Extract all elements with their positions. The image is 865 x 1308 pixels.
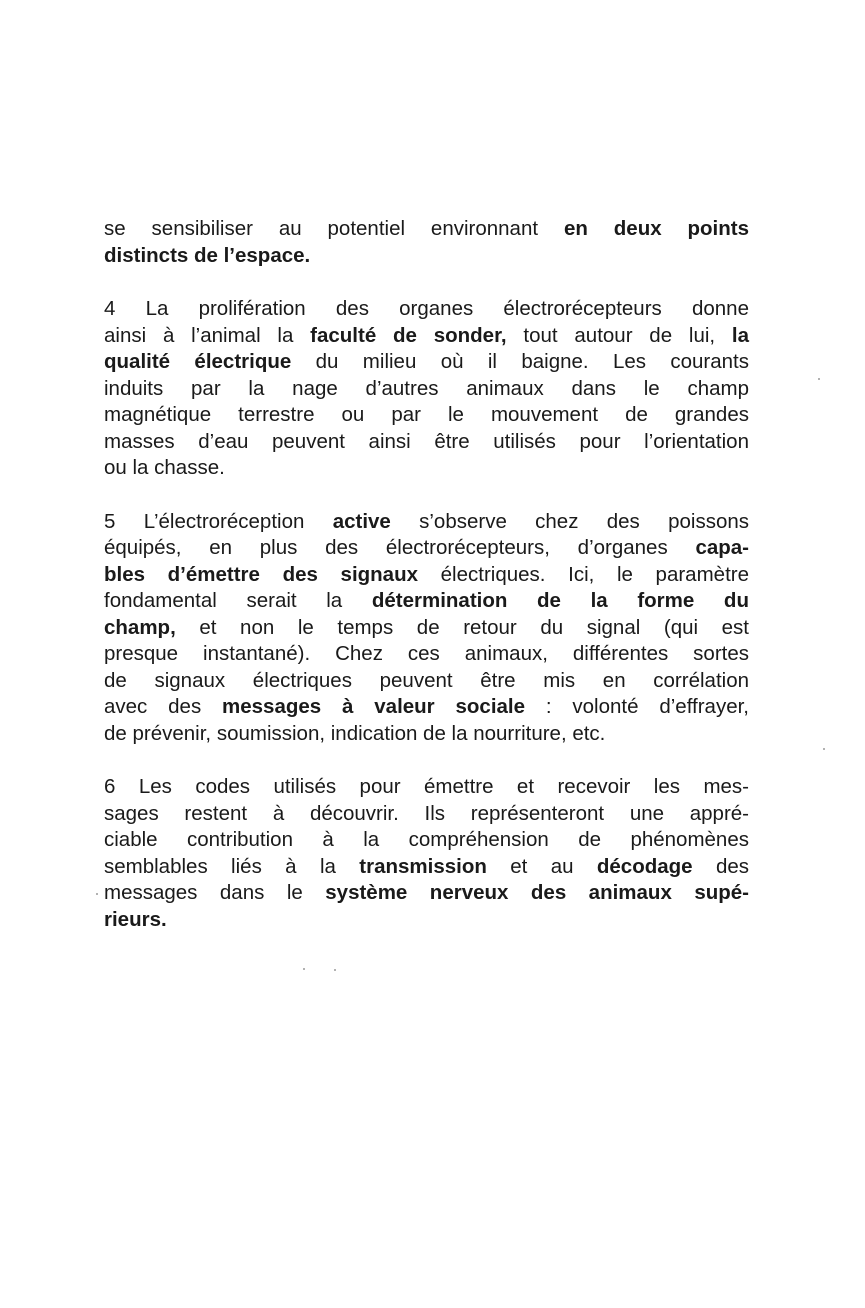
text-line <box>104 588 749 615</box>
text-line <box>104 854 749 881</box>
body-text: et non le temps de retour du signal (qui est <box>175 615 749 639</box>
bold-text: active <box>332 509 391 533</box>
bold-text: en deux points <box>563 217 749 240</box>
body-text: équipés, en plus des électrorécepteurs, d’organes <box>104 536 696 559</box>
body-text: se sensibiliser au potentiel environnant <box>104 217 564 240</box>
bold-text: capa- <box>695 536 749 559</box>
paragraph <box>104 296 749 482</box>
body-text: ou la chasse. <box>104 456 225 479</box>
bold-text: distincts de l’espace. <box>104 243 311 267</box>
text-line <box>104 827 749 854</box>
body-text: tout autour de lui, <box>506 323 732 347</box>
paragraph <box>104 216 749 269</box>
text-line <box>104 509 749 536</box>
text-line <box>104 349 749 376</box>
body-text: sages restent à découvrir. Ils représenteront une appré- <box>104 801 749 825</box>
text-line <box>104 721 749 748</box>
text-line <box>104 323 749 350</box>
body-text: ainsi à l’animal la <box>104 323 311 347</box>
bold-text: faculté de sonder, <box>310 323 507 347</box>
bold-text: la <box>731 323 749 347</box>
text-line <box>104 376 749 403</box>
body-text: des <box>692 854 749 878</box>
print-speck <box>334 969 336 971</box>
paragraph <box>104 774 749 933</box>
print-speck <box>823 748 825 750</box>
text-line <box>104 535 749 562</box>
print-speck <box>303 968 305 970</box>
body-text: ciable contribution à la compréhension de phénomènes <box>104 828 749 851</box>
body-text: 4 La prolifération des organes électrorécepteurs donne <box>104 297 749 320</box>
body-text: masses d’eau peuvent ainsi être utilisés pour l’orientation <box>104 429 749 453</box>
print-speck <box>818 378 820 380</box>
text-line <box>104 615 749 642</box>
body-text: de signaux électriques peuvent être mis en corrélation <box>104 668 749 692</box>
bold-text: rieurs. <box>104 907 167 931</box>
text-line <box>104 429 749 456</box>
text-line <box>104 774 749 801</box>
body-text: : volonté d’effrayer, <box>525 695 749 718</box>
print-speck <box>96 893 98 895</box>
body-text: magnétique terrestre ou par le mouvement de grandes <box>104 403 749 426</box>
body-text: et au <box>486 854 597 878</box>
body-text: induits par la nage d’autres animaux dans le champ <box>104 376 749 400</box>
body-text: s’observe chez des poissons <box>390 509 750 533</box>
text-line <box>104 907 749 934</box>
text-line <box>104 694 749 721</box>
body-text: 6 Les codes utilisés pour émettre et recevoir les mes- <box>104 775 749 798</box>
body-text: messages dans le <box>104 881 326 904</box>
body-text: du milieu où il baigne. Les courants <box>291 350 750 373</box>
text-line <box>104 243 749 270</box>
body-text: électriques. Ici, le paramètre <box>418 562 749 586</box>
text-line <box>104 668 749 695</box>
text-line <box>104 880 749 907</box>
bold-text: messages à valeur sociale <box>222 695 526 718</box>
bold-text: bles d’émettre des signaux <box>104 562 419 586</box>
bold-text: détermination de la forme du <box>371 589 749 612</box>
body-text: de prévenir, soumission, indication de la nourriture, etc. <box>104 721 606 745</box>
body-text: avec des <box>104 695 223 718</box>
body-text: presque instantané). Chez ces animaux, différentes sortes <box>104 642 749 665</box>
bold-text: champ, <box>104 615 176 639</box>
bold-text: qualité électrique <box>104 350 292 373</box>
body-text: 5 L’électroréception <box>104 509 333 533</box>
bold-text: décodage <box>596 854 693 878</box>
text-line <box>104 641 749 668</box>
text-line <box>104 455 749 482</box>
text-line <box>104 801 749 828</box>
text-line <box>104 402 749 429</box>
paragraph <box>104 509 749 748</box>
text-column <box>104 216 749 960</box>
bold-text: système nerveux des animaux supé- <box>325 881 750 904</box>
text-line <box>104 216 749 243</box>
body-text: semblables liés à la <box>104 854 360 878</box>
body-text: fondamental serait la <box>104 589 372 612</box>
text-line <box>104 296 749 323</box>
text-line <box>104 562 749 589</box>
bold-text: transmission <box>359 854 487 878</box>
